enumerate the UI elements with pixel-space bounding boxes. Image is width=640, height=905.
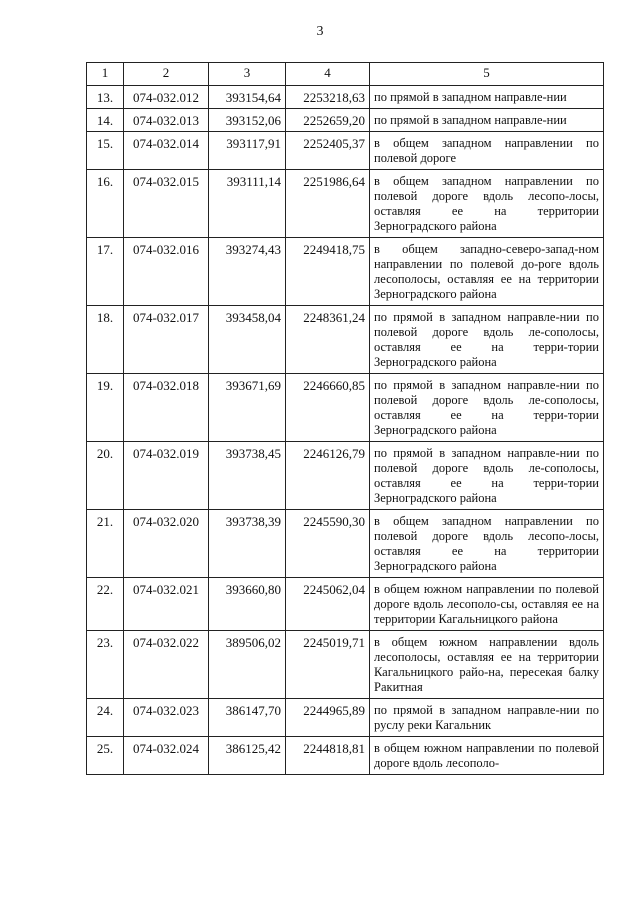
- cell-point-code: 074-032.019: [124, 442, 209, 510]
- column-header-code: 2: [124, 63, 209, 86]
- table-row: [87, 109, 604, 132]
- table-row: [87, 306, 604, 374]
- cell-y-coordinate: 2245019,71: [286, 631, 370, 699]
- column-header-x: 3: [209, 63, 286, 86]
- cell-point-code: 074-032.024: [124, 737, 209, 775]
- table-row: [87, 170, 604, 238]
- cell-description: по прямой в западном направле-нии по полевой дороге вдоль ле-сополосы, оставляя ее на терри-тории Зерноградского района: [370, 374, 604, 442]
- cell-point-code: 074-032.020: [124, 510, 209, 578]
- cell-x-coordinate: 393738,45: [209, 442, 286, 510]
- cell-x-coordinate: 393458,04: [209, 306, 286, 374]
- cell-y-coordinate: 2249418,75: [286, 238, 370, 306]
- table-row: [87, 86, 604, 109]
- cell-point-code: 074-032.022: [124, 631, 209, 699]
- cell-row-number: 23.: [87, 631, 124, 699]
- cell-point-code: 074-032.016: [124, 238, 209, 306]
- header-row: [87, 63, 604, 86]
- cell-row-number: 22.: [87, 578, 124, 631]
- cell-description: по прямой в западном направле-нии: [370, 86, 604, 109]
- cell-description: по прямой в западном направле-нии по руслу реки Кагальник: [370, 699, 604, 737]
- cell-y-coordinate: 2252405,37: [286, 132, 370, 170]
- cell-row-number: 17.: [87, 238, 124, 306]
- cell-x-coordinate: 393152,06: [209, 109, 286, 132]
- cell-x-coordinate: 393154,64: [209, 86, 286, 109]
- cell-description: в общем западно-северо-запад-ном направлении по полевой до-роге вдоль лесополосы, оставляя ее на территории Зерноградского района: [370, 238, 604, 306]
- cell-row-number: 13.: [87, 86, 124, 109]
- cell-x-coordinate: 393117,91: [209, 132, 286, 170]
- cell-point-code: 074-032.017: [124, 306, 209, 374]
- cell-x-coordinate: 393274,43: [209, 238, 286, 306]
- cell-x-coordinate: 393660,80: [209, 578, 286, 631]
- column-header-y: 4: [286, 63, 370, 86]
- cell-row-number: 14.: [87, 109, 124, 132]
- table-body: [87, 86, 604, 775]
- cell-y-coordinate: 2244818,81: [286, 737, 370, 775]
- cell-description: в общем западном направлении по полевой дороге: [370, 132, 604, 170]
- cell-point-code: 074-032.018: [124, 374, 209, 442]
- cell-y-coordinate: 2251986,64: [286, 170, 370, 238]
- cell-point-code: 074-032.021: [124, 578, 209, 631]
- table-row: [87, 631, 604, 699]
- cell-row-number: 15.: [87, 132, 124, 170]
- cell-x-coordinate: 386125,42: [209, 737, 286, 775]
- cell-x-coordinate: 393111,14: [209, 170, 286, 238]
- cell-description: по прямой в западном направле-нии: [370, 109, 604, 132]
- table-row: [87, 510, 604, 578]
- cell-point-code: 074-032.015: [124, 170, 209, 238]
- cell-row-number: 18.: [87, 306, 124, 374]
- page-number: 3: [316, 24, 324, 39]
- cell-y-coordinate: 2253218,63: [286, 86, 370, 109]
- table-row: [87, 374, 604, 442]
- cell-row-number: 24.: [87, 699, 124, 737]
- cell-row-number: 20.: [87, 442, 124, 510]
- cell-y-coordinate: 2245590,30: [286, 510, 370, 578]
- cell-y-coordinate: 2248361,24: [286, 306, 370, 374]
- cell-description: в общем южном направлении по полевой дороге вдоль лесополо-: [370, 737, 604, 775]
- cell-y-coordinate: 2244965,89: [286, 699, 370, 737]
- cell-x-coordinate: 386147,70: [209, 699, 286, 737]
- cell-row-number: 19.: [87, 374, 124, 442]
- cell-x-coordinate: 393671,69: [209, 374, 286, 442]
- cell-description: по прямой в западном направле-нии по полевой дороге вдоль ле-сополосы, оставляя ее на терри-тории Зерноградского района: [370, 442, 604, 510]
- table-row: [87, 132, 604, 170]
- cell-description: в общем южном направлении вдоль лесополосы, оставляя ее на территории Кагальницкого райо-на, пересекая балку Ракитная: [370, 631, 604, 699]
- cell-point-code: 074-032.012: [124, 86, 209, 109]
- cell-x-coordinate: 389506,02: [209, 631, 286, 699]
- cell-point-code: 074-032.013: [124, 109, 209, 132]
- table-row: [87, 238, 604, 306]
- cell-y-coordinate: 2252659,20: [286, 109, 370, 132]
- cell-row-number: 16.: [87, 170, 124, 238]
- cell-point-code: 074-032.014: [124, 132, 209, 170]
- cell-description: в общем западном направлении по полевой дороге вдоль лесопо-лосы, оставляя ее на территории Зерноградского района: [370, 510, 604, 578]
- cell-description: по прямой в западном направле-нии по полевой дороге вдоль ле-сополосы, оставляя ее на терри-тории Зерноградского района: [370, 306, 604, 374]
- column-header-number: 1: [87, 63, 124, 86]
- boundary-points-table: [86, 62, 604, 775]
- cell-description: в общем западном направлении по полевой дороге вдоль лесопо-лосы, оставляя ее на территории Зерноградского района: [370, 170, 604, 238]
- cell-point-code: 074-032.023: [124, 699, 209, 737]
- cell-row-number: 21.: [87, 510, 124, 578]
- table-row: [87, 442, 604, 510]
- column-header-description: 5: [370, 63, 604, 86]
- cell-y-coordinate: 2246126,79: [286, 442, 370, 510]
- table-row: [87, 699, 604, 737]
- cell-y-coordinate: 2246660,85: [286, 374, 370, 442]
- table-header: [87, 63, 604, 86]
- cell-y-coordinate: 2245062,04: [286, 578, 370, 631]
- cell-description: в общем южном направлении по полевой дороге вдоль лесополо-сы, оставляя ее на территории Кагальницкого района: [370, 578, 604, 631]
- table-row: [87, 737, 604, 775]
- cell-x-coordinate: 393738,39: [209, 510, 286, 578]
- cell-row-number: 25.: [87, 737, 124, 775]
- table-row: [87, 578, 604, 631]
